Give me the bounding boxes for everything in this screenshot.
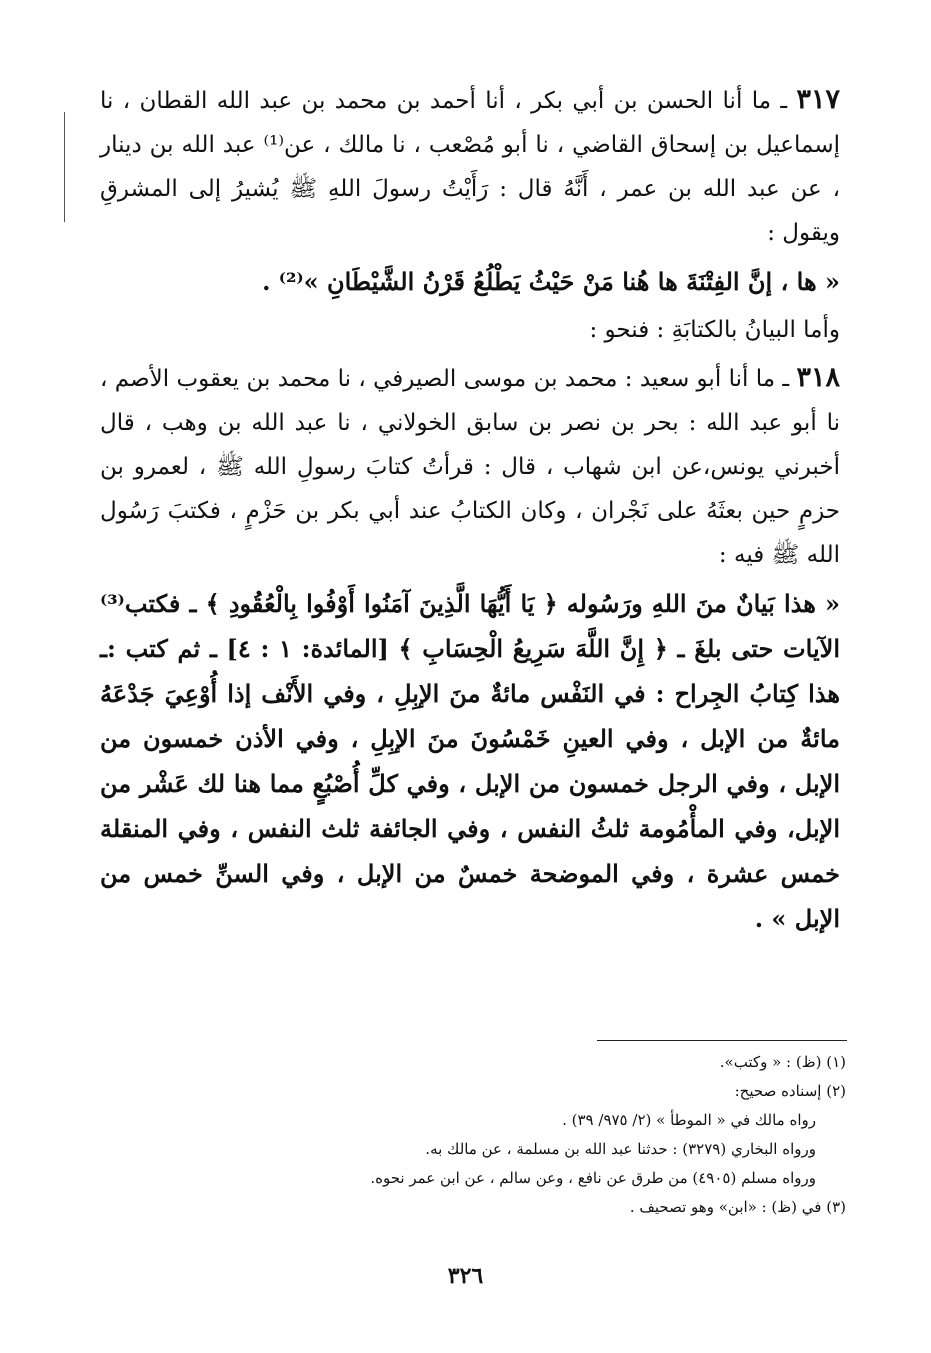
paragraph-318 (100, 356, 840, 577)
section-intro (100, 308, 840, 352)
paragraph-text: « هذا بَيانٌ منَ اللهِ ورَسُوله ﴿ يَا أَيُّهَا الَّذِينَ آمَنُوا أَوْفُوا بِالْعُقُودِ ﴾ ـ فكتب⁽³⁾ الآيات حتى بلغَ ـ ﴿ إِنَّ اللَّهَ سَرِيعُ الْحِسَابِ ﴾ [المائدة: ١ : ٤] ـ ثم كتب :ـ هذا كِتابُ الجِراح : في النَفْس مائةٌ منَ الإبِلِ ، وفي الأَنْف إذا أُوْعِيَ جَدْعَهُ مائةٌ من الإبل ، وفي العينِ خَمْسُونَ منَ الإبِلِ ، وفي الأذن خمسون من الإبل ، وفي الرجل خمسون من الإبل ، وفي كلِّ أُصْبُعٍ مما هنا لك عَشْر من الإبل، وفي المأْمُومة ثلثُ النفس ، وفي الجائفة ثلث النفس ، وفي المنقلة خمس عشرة ، وفي الموضحة خمسٌ من الإبل ، وفي السنِّ خمس من الإبل » . (100, 589, 841, 933)
footnote: ورواه مسلم (٤٩٠٥) من طرق عن نافع ، وعن سالم ، عن ابن عمر نحوه. (370, 1169, 816, 1187)
footnote: ورواه البخاري (٣٢٧٩) : حدثنا عبد الله بن مسلمة ، عن مالك به. (425, 1140, 816, 1158)
paragraph-text: ـ ما أنا الحسن بن أبي بكر ، أنا أحمد بن محمد بن عبد الله القطان ، نا إسماعيل بن إسحاق القاضي ، نا أبو مُصْعب ، نا مالك ، عن⁽¹⁾ عبد الله بن دينار ، عن عبد الله بن عمر ، أَنَّهُ قال : رَأَيْتُ رسولَ اللهِ ﷺ يُشيرُ إلى المشرقِ ويقول : (100, 88, 840, 246)
footnotes (100, 1048, 846, 1222)
hadith-quote (100, 259, 840, 304)
hadith-number: ٣١٧ (796, 84, 840, 115)
paragraph-text: وأما البيانُ بالكتابَةِ : فنحو : (589, 317, 840, 343)
paragraph-317 (100, 78, 840, 255)
footnote-divider (597, 1040, 847, 1041)
paragraph-text: ـ ما أنا أبو سعيد : محمد بن موسى الصيرفي ، نا محمد بن يعقوب الأصم ، نا أبو عبد الله : بحر بن نصر بن سابق الخولاني ، نا عبد الله بن وهب ، قال أخبرني يونس،عن ابن شهاب ، قال : قرأتُ كتابَ رسولِ الله ﷺ ، لعمرو بن حزمٍ حين بعثَهُ على نَجْران ، وكان الكتابُ عند أبي بكر بن حَزْمٍ ، فكتبَ رَسُول الله ﷺ فيه : (100, 366, 840, 568)
hadith-number: ٣١٨ (796, 362, 841, 393)
letter-quote (100, 581, 840, 941)
footnote: (٢) إسناده صحيح: (734, 1082, 846, 1100)
main-text (100, 78, 840, 941)
margin-scan-mark (64, 112, 65, 222)
footnote: (١) (ظ) : « وكتب». (719, 1053, 846, 1071)
footnote: (٣) في (ظ) : «ابن» وهو تصحيف . (629, 1198, 846, 1216)
page-number: ٣٢٦ (447, 1263, 484, 1289)
paragraph-text: « ها ، إنَّ الفِتْنَةَ ها هُنا مَنْ حَيْثُ يَطْلُعُ قَرْنُ الشَّيْطَانِ »⁽²⁾ . (262, 267, 840, 296)
footnote: رواه مالك في « الموطأ » (٢/ ٩٧٥/ ٣٩) . (562, 1111, 816, 1129)
